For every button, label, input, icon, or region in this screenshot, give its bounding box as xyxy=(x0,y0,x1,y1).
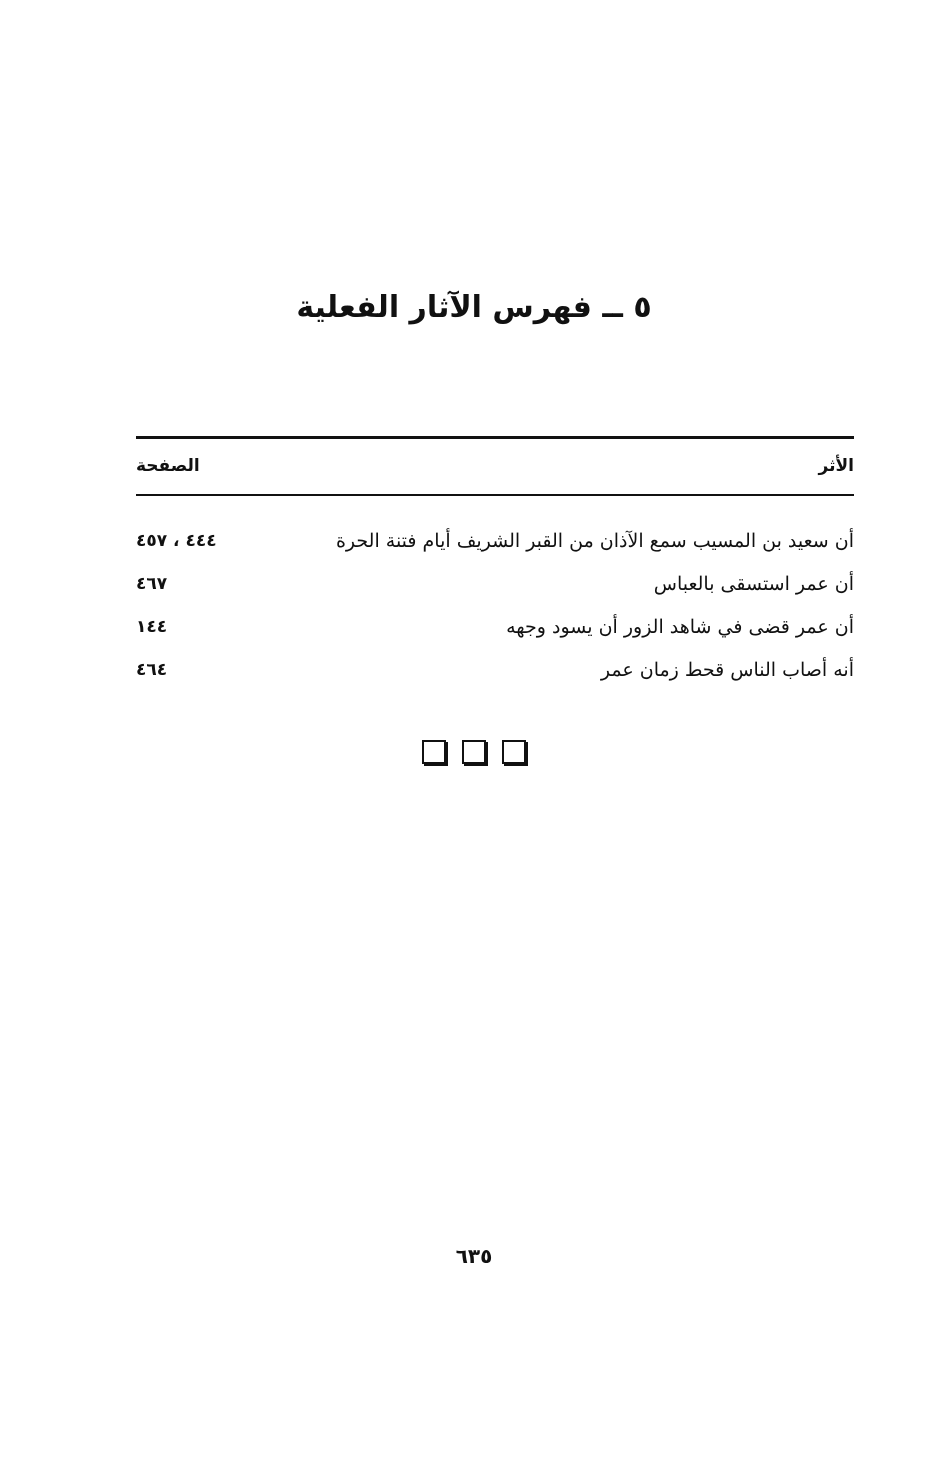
table-header xyxy=(136,448,854,484)
index-entry xyxy=(136,606,854,649)
square-ornament-icon xyxy=(422,740,446,764)
entry-pages: ١٤٤ xyxy=(136,617,168,637)
column-header-athar: الأثر xyxy=(818,456,854,476)
entry-text: أن عمر استسقى بالعباس xyxy=(653,573,854,595)
entry-text: أن عمر قضى في شاهد الزور أن يسود وجهه xyxy=(506,616,854,638)
table-top-rule xyxy=(136,436,854,439)
entry-text: أن سعيد بن المسيب سمع الآذان من القبر الشريف أيام فتنة الحرة xyxy=(335,530,854,552)
square-ornament-icon xyxy=(502,740,526,764)
index-entry xyxy=(136,649,854,692)
index-entries xyxy=(136,520,854,692)
table-header-rule xyxy=(136,494,854,496)
entry-text: أنه أصاب الناس قحط زمان عمر xyxy=(600,659,854,681)
entry-pages: ٤٤٤ ، ٤٥٧ xyxy=(136,531,217,551)
entry-pages: ٤٦٤ xyxy=(136,660,168,680)
page-title: ٥ ــ فهرس الآثار الفعلية xyxy=(296,290,652,325)
end-of-section-ornament xyxy=(0,740,948,764)
index-entry xyxy=(136,520,854,563)
entry-pages: ٤٦٧ xyxy=(136,574,168,594)
column-header-page: الصفحة xyxy=(136,456,200,476)
page-number: ٦٣٥ xyxy=(455,1244,493,1268)
square-ornament-icon xyxy=(462,740,486,764)
index-entry xyxy=(136,563,854,606)
